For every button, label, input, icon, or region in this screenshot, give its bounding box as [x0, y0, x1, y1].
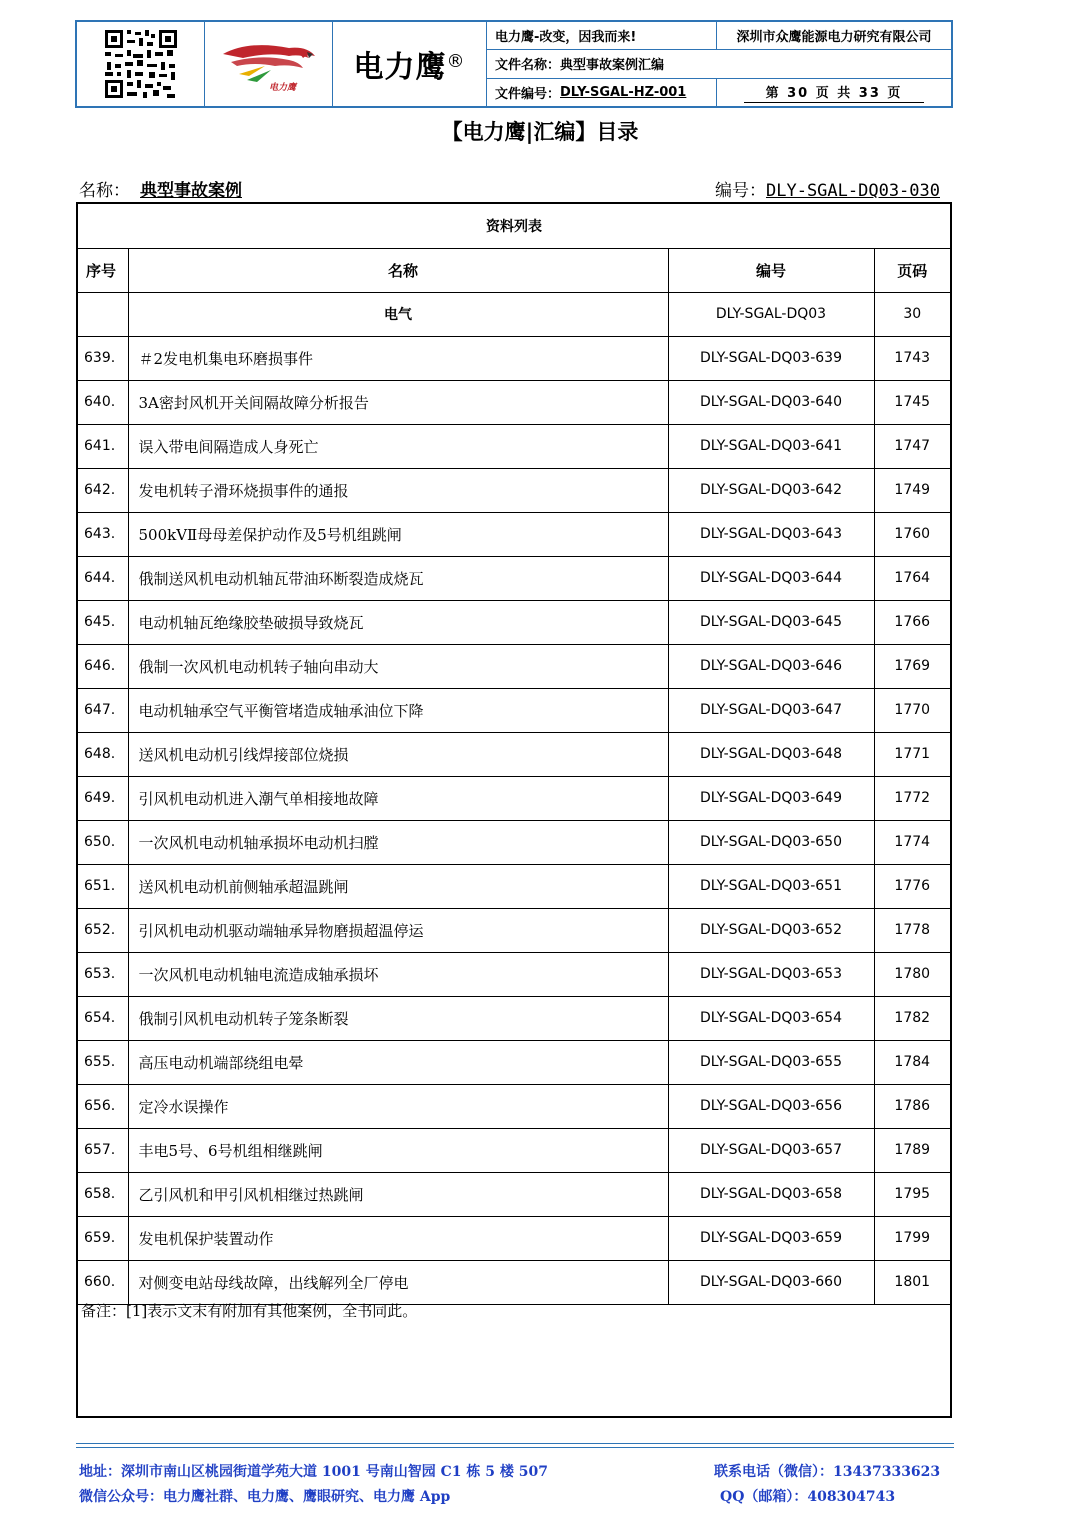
row-page: 1749: [874, 468, 950, 512]
table-row: [78, 908, 950, 952]
row-page: 1770: [874, 688, 950, 732]
row-code: DLY-SGAL-DQ03-658: [668, 1172, 874, 1216]
table-row: [78, 864, 950, 908]
row-name: 引风机电动机驱动端轴承异物磨损超温停运: [128, 908, 668, 952]
row-page: 1776: [874, 864, 950, 908]
row-number: 648.: [78, 732, 128, 776]
row-name: 俄制送风机电动机轴瓦带油环断裂造成烧瓦: [128, 556, 668, 600]
row-page: 1747: [874, 424, 950, 468]
row-name: 丰电5号、6号机组相继跳闸: [128, 1128, 668, 1172]
row-name: 一次风机电动机轴承损坏电动机扫膛: [128, 820, 668, 864]
slogan: 电力鹰-改变，因我而来!: [487, 22, 717, 49]
row-page: 1799: [874, 1216, 950, 1260]
footer-divider-2: [76, 1447, 954, 1448]
row-number: 654.: [78, 996, 128, 1040]
row-name: ＃2发电机集电环磨损事件: [128, 336, 668, 380]
category-page: 30: [874, 292, 950, 336]
table-row: [78, 644, 950, 688]
row-code: DLY-SGAL-DQ03-656: [668, 1084, 874, 1128]
row-number: 660.: [78, 1260, 128, 1304]
row-name: 乙引风机和甲引风机相继过热跳闸: [128, 1172, 668, 1216]
row-number: 653.: [78, 952, 128, 996]
catalog-table-frame: [76, 202, 952, 1418]
footer-wechat: 微信公众号：电力鹰社群、电力鹰、鹰眼研究、电力鹰 App: [79, 1489, 451, 1505]
table-row: [78, 1172, 950, 1216]
footer-phone: 联系电话（微信）：13437333623: [714, 1464, 941, 1480]
file-name: 文件名称： 典型事故案例汇编: [495, 58, 665, 74]
row-page: 1766: [874, 600, 950, 644]
row-number: 640.: [78, 380, 128, 424]
row-code: DLY-SGAL-DQ03-652: [668, 908, 874, 952]
row-page: 1760: [874, 512, 950, 556]
row-name: 电动机轴瓦绝缘胶垫破损导致烧瓦: [128, 600, 668, 644]
row-page: 1780: [874, 952, 950, 996]
row-code: DLY-SGAL-DQ03-655: [668, 1040, 874, 1084]
row-name: 高压电动机端部绕组电晕: [128, 1040, 668, 1084]
row-code: DLY-SGAL-DQ03-648: [668, 732, 874, 776]
row-number: 641.: [78, 424, 128, 468]
row-page: 1784: [874, 1040, 950, 1084]
table-row: [78, 776, 950, 820]
table-row: [78, 820, 950, 864]
row-code: DLY-SGAL-DQ03-660: [668, 1260, 874, 1304]
row-number: 658.: [78, 1172, 128, 1216]
header-info: [487, 22, 951, 106]
qr-code-icon: [103, 28, 179, 100]
row-code: DLY-SGAL-DQ03-650: [668, 820, 874, 864]
row-name: 3A密封风机开关间隔故障分析报告: [128, 380, 668, 424]
row-code: DLY-SGAL-DQ03-641: [668, 424, 874, 468]
catalog-code: 编号：DLY-SGAL-DQ03-030: [715, 181, 940, 201]
eagle-logo-cell: [205, 22, 333, 106]
table-row: [78, 336, 950, 380]
col-header-no: 序号: [78, 248, 128, 292]
row-page: 1782: [874, 996, 950, 1040]
row-number: 659.: [78, 1216, 128, 1260]
row-page: 1778: [874, 908, 950, 952]
row-name: 送风机电动机引线焊接部位烧损: [128, 732, 668, 776]
row-code: DLY-SGAL-DQ03-640: [668, 380, 874, 424]
table-row: [78, 1084, 950, 1128]
row-code: DLY-SGAL-DQ03-643: [668, 512, 874, 556]
row-number: 649.: [78, 776, 128, 820]
category-name: 电气: [128, 292, 668, 336]
row-name: 引风机电动机进入潮气单相接地故障: [128, 776, 668, 820]
row-code: DLY-SGAL-DQ03-659: [668, 1216, 874, 1260]
eagle-logo: [219, 32, 319, 96]
document-header: [75, 20, 953, 108]
row-page: 1769: [874, 644, 950, 688]
table-row: [78, 1040, 950, 1084]
catalog-name: 名称： 典型事故案例: [79, 181, 242, 201]
row-number: 655.: [78, 1040, 128, 1084]
row-code: DLY-SGAL-DQ03-647: [668, 688, 874, 732]
table-row: [78, 512, 950, 556]
row-name: 误入带电间隔造成人身死亡: [128, 424, 668, 468]
row-name: 电动机轴承空气平衡管堵造成轴承油位下降: [128, 688, 668, 732]
row-name: 俄制引风机电动机转子笼条断裂: [128, 996, 668, 1040]
row-number: 657.: [78, 1128, 128, 1172]
row-code: DLY-SGAL-DQ03-649: [668, 776, 874, 820]
row-number: 650.: [78, 820, 128, 864]
table-row: [78, 600, 950, 644]
table-row: [78, 468, 950, 512]
row-page: 1786: [874, 1084, 950, 1128]
row-code: DLY-SGAL-DQ03-644: [668, 556, 874, 600]
row-name: 发电机保护装置动作: [128, 1216, 668, 1260]
row-page: 1795: [874, 1172, 950, 1216]
row-page: 1764: [874, 556, 950, 600]
row-name: 送风机电动机前侧轴承超温跳闸: [128, 864, 668, 908]
table-row: [78, 996, 950, 1040]
row-page: 1801: [874, 1260, 950, 1304]
registered-mark: ®: [446, 51, 466, 72]
row-code: DLY-SGAL-DQ03-654: [668, 996, 874, 1040]
row-page: 1789: [874, 1128, 950, 1172]
table-row: [78, 952, 950, 996]
footer-divider: [76, 1443, 954, 1444]
row-name: 俄制一次风机电动机转子轴向串动大: [128, 644, 668, 688]
row-page: 1743: [874, 336, 950, 380]
table-caption: 资料列表: [78, 204, 950, 248]
footer-address: 地址：深圳市南山区桃园街道学苑大道 1001 号南山智园 C1 栋 5 楼 507: [79, 1464, 548, 1480]
table-row: [78, 1216, 950, 1260]
document-title: 【电力鹰|汇编】目录: [441, 120, 639, 144]
row-number: 646.: [78, 644, 128, 688]
table-caption-row: [78, 204, 950, 248]
col-header-name: 名称: [128, 248, 668, 292]
row-code: DLY-SGAL-DQ03-645: [668, 600, 874, 644]
row-code: DLY-SGAL-DQ03-651: [668, 864, 874, 908]
row-number: 643.: [78, 512, 128, 556]
row-number: 642.: [78, 468, 128, 512]
row-name: 一次风机电动机轴电流造成轴承损坏: [128, 952, 668, 996]
table-row: [78, 380, 950, 424]
row-name: 对侧变电站母线故障，出线解列全厂停电: [128, 1260, 668, 1304]
row-name: 500kVⅡ母母差保护动作及5号机组跳闸: [128, 512, 668, 556]
file-code: 文件编号： DLY-SGAL-HZ-001: [487, 79, 717, 106]
table-header-row: [78, 248, 950, 292]
footer-qq: QQ（邮箱）：408304743: [720, 1489, 896, 1505]
row-number: 644.: [78, 556, 128, 600]
category-row: [78, 292, 950, 336]
row-code: DLY-SGAL-DQ03-639: [668, 336, 874, 380]
row-code: DLY-SGAL-DQ03-657: [668, 1128, 874, 1172]
table-row: [78, 1128, 950, 1172]
col-header-code: 编号: [668, 248, 874, 292]
row-code: DLY-SGAL-DQ03-646: [668, 644, 874, 688]
table-note: 备注：[1]表示文末有附加有其他案例，全书同此。: [81, 1302, 418, 1320]
row-name: 定冷水误操作: [128, 1084, 668, 1128]
table-row: [78, 1260, 950, 1304]
row-number: 651.: [78, 864, 128, 908]
logo-text: 电力鹰: [268, 83, 296, 93]
row-name: 发电机转子滑环烧损事件的通报: [128, 468, 668, 512]
page-info: 第 30 页 共 33 页: [717, 79, 951, 106]
brand-cell: [333, 22, 487, 106]
qr-code-cell: [77, 22, 205, 106]
category-code: DLY-SGAL-DQ03: [668, 292, 874, 336]
row-page: 1745: [874, 380, 950, 424]
row-page: 1772: [874, 776, 950, 820]
row-code: DLY-SGAL-DQ03-642: [668, 468, 874, 512]
row-number: 647.: [78, 688, 128, 732]
row-number: 645.: [78, 600, 128, 644]
brand-name: 电力鹰®: [353, 50, 466, 85]
row-page: 1771: [874, 732, 950, 776]
row-number: 652.: [78, 908, 128, 952]
table-row: [78, 424, 950, 468]
row-number: 639.: [78, 336, 128, 380]
row-code: DLY-SGAL-DQ03-653: [668, 952, 874, 996]
table-row: [78, 688, 950, 732]
col-header-page: 页码: [874, 248, 950, 292]
row-page: 1774: [874, 820, 950, 864]
company-name: 深圳市众鹰能源电力研究有限公司: [736, 30, 932, 46]
row-number: 656.: [78, 1084, 128, 1128]
table-row: [78, 556, 950, 600]
table-row: [78, 732, 950, 776]
catalog-table: [78, 204, 950, 1305]
